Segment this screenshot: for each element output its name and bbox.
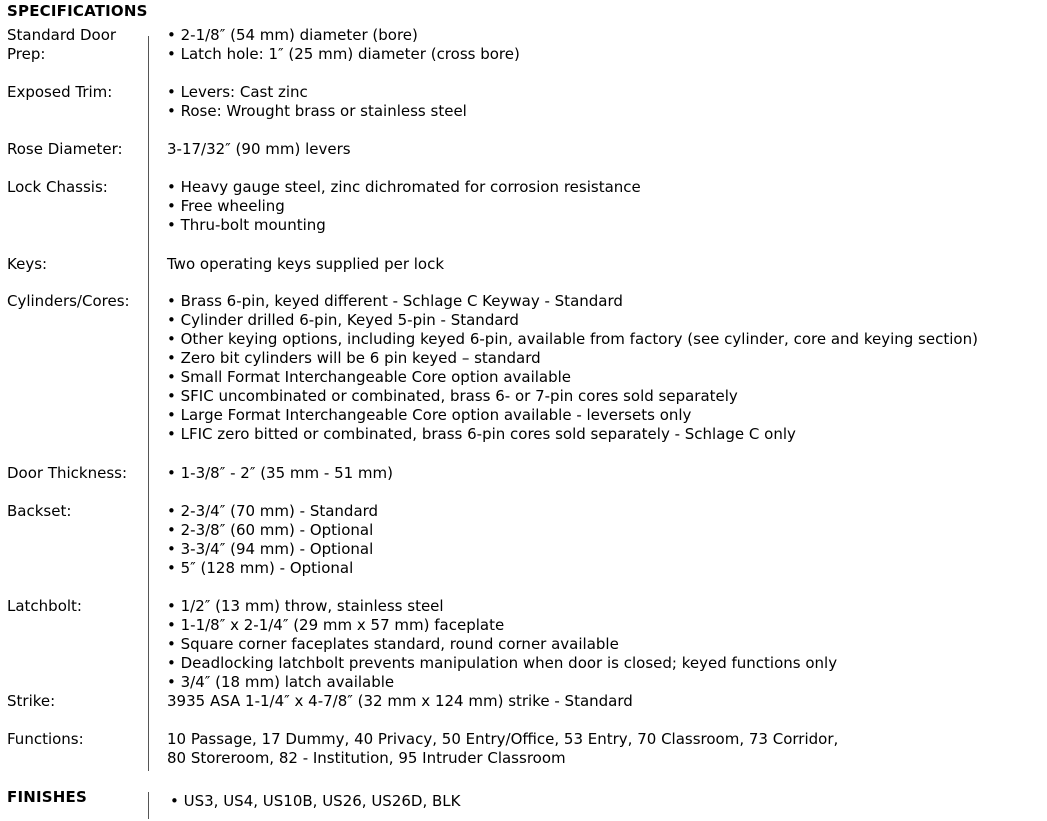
- list-item: • Zero bit cylinders will be 6 pin keyed – standard: [167, 349, 541, 367]
- finishes-heading: FINISHES: [7, 788, 87, 806]
- list-item: • US3, US4, US10B, US26, US26D, BLK: [170, 792, 461, 810]
- list-item: • LFIC zero bitted or combinated, brass 6-pin cores sold separately - Schlage C only: [167, 425, 796, 443]
- spec-label-strike: Strike:: [7, 692, 56, 710]
- specifications-heading: SPECIFICATIONS: [7, 2, 148, 20]
- finishes-divider: [148, 792, 149, 819]
- list-item: • Deadlocking latchbolt prevents manipulation when door is closed; keyed functions only: [167, 654, 838, 672]
- spec-label-cylinders-cores: Cylinders/Cores:: [7, 292, 130, 310]
- list-item: • Cylinder drilled 6-pin, Keyed 5-pin - Standard: [167, 311, 519, 329]
- spec-value-latchbolt: [167, 597, 837, 692]
- list-item: • Rose: Wrought brass or stainless steel: [167, 102, 467, 120]
- spec-value-rose-diameter: 3-17/32″ (90 mm) levers: [167, 140, 351, 158]
- list-item: • Square corner faceplates standard, round corner available: [167, 635, 619, 653]
- spec-value-functions: [167, 730, 838, 768]
- list-item: • 1-3/8″ - 2″ (35 mm - 51 mm): [167, 464, 393, 482]
- spec-label-keys: Keys:: [7, 255, 48, 273]
- spec-divider: [148, 36, 149, 771]
- list-item: • 3/4″ (18 mm) latch available: [167, 673, 395, 691]
- spec-value-keys: Two operating keys supplied per lock: [167, 255, 445, 273]
- spec-label-backset: Backset:: [7, 502, 72, 520]
- list-item: • 2-3/8″ (60 mm) - Optional: [167, 521, 374, 539]
- spec-value-strike: 3935 ASA 1-1/4″ x 4-7/8″ (32 mm x 124 mm) strike - Standard: [167, 692, 633, 710]
- list-item: • 2-1/8″ (54 mm) diameter (bore): [167, 26, 418, 44]
- list-item: • 1/2″ (13 mm) throw, stainless steel: [167, 597, 444, 615]
- functions-line: 10 Passage, 17 Dummy, 40 Privacy, 50 Entry/Office, 53 Entry, 70 Classroom, 73 Corridor,: [167, 730, 839, 748]
- spec-value-cylinders-cores: [167, 292, 978, 444]
- list-item: • Brass 6-pin, keyed different - Schlage C Keyway - Standard: [167, 292, 623, 310]
- list-item: • 3-3/4″ (94 mm) - Optional: [167, 540, 374, 558]
- spec-label-door-prep: Standard Door Prep:: [7, 26, 117, 63]
- spec-label-latchbolt: Latchbolt:: [7, 597, 82, 615]
- spec-label-lock-chassis: Lock Chassis:: [7, 178, 108, 196]
- list-item: • 2-3/4″ (70 mm) - Standard: [167, 502, 379, 520]
- list-item: • Thru-bolt mounting: [167, 216, 326, 234]
- list-item: • Small Format Interchangeable Core option available: [167, 368, 572, 386]
- spec-value-exposed-trim: [167, 83, 467, 121]
- finishes-value: [170, 792, 460, 811]
- list-item: • Free wheeling: [167, 197, 285, 215]
- spec-label-rose-diameter: Rose Diameter:: [7, 140, 123, 158]
- spec-value-door-prep: [167, 26, 520, 64]
- list-item: • Large Format Interchangeable Core option available - leversets only: [167, 406, 692, 424]
- spec-value-door-thickness: [167, 464, 393, 483]
- functions-line: 80 Storeroom, 82 - Institution, 95 Intruder Classroom: [167, 749, 566, 767]
- spec-label-functions: Functions:: [7, 730, 84, 748]
- list-item: • Latch hole: 1″ (25 mm) diameter (cross bore): [167, 45, 520, 63]
- list-item: • 1-1/8″ x 2-1/4″ (29 mm x 57 mm) faceplate: [167, 616, 505, 634]
- spec-value-backset: [167, 502, 378, 578]
- list-item: • Levers: Cast zinc: [167, 83, 308, 101]
- list-item: • Heavy gauge steel, zinc dichromated for corrosion resistance: [167, 178, 641, 196]
- spec-value-lock-chassis: [167, 178, 641, 235]
- spec-label-door-thickness: Door Thickness:: [7, 464, 128, 482]
- spec-label-exposed-trim: Exposed Trim:: [7, 83, 113, 101]
- list-item: • SFIC uncombinated or combinated, brass 6- or 7-pin cores sold separately: [167, 387, 738, 405]
- list-item: • Other keying options, including keyed 6-pin, available from factory (see cylinder, core and keying section): [167, 330, 978, 348]
- list-item: • 5″ (128 mm) - Optional: [167, 559, 354, 577]
